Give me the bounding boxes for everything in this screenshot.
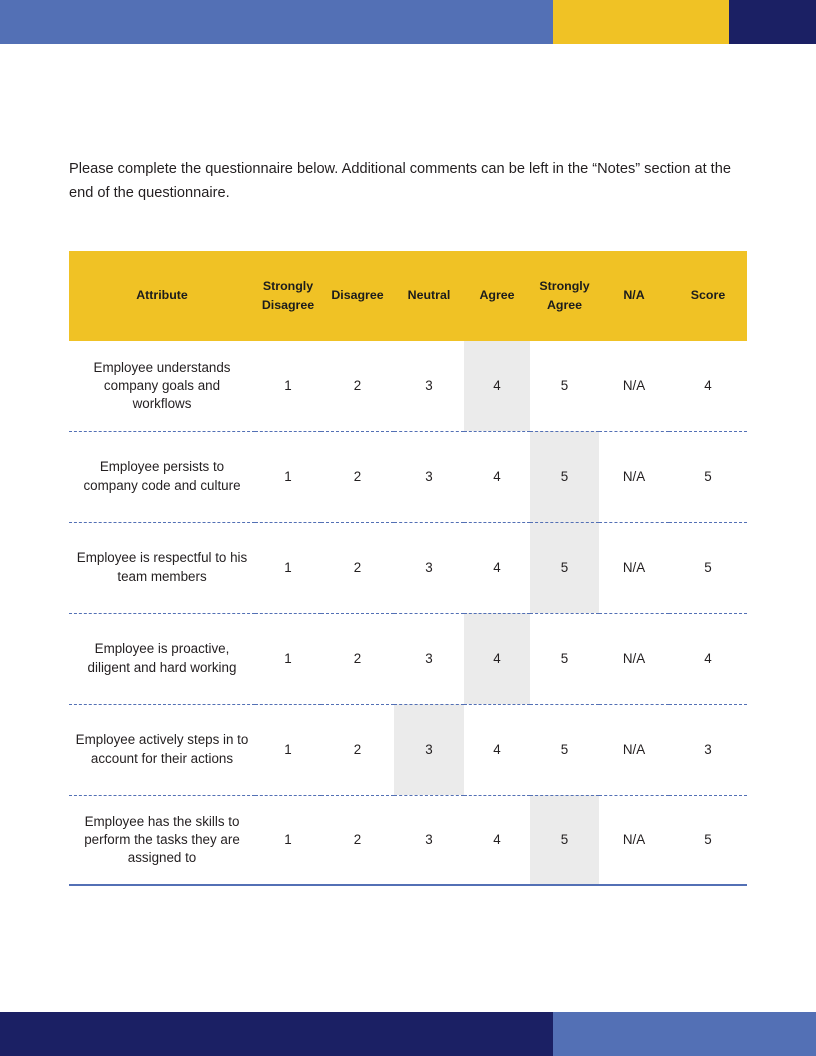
rating-cell-strongly-agree-selected[interactable]: 5 bbox=[530, 431, 599, 522]
table-body bbox=[69, 341, 747, 885]
questionnaire-table-container bbox=[69, 251, 747, 886]
rating-cell-na[interactable]: N/A bbox=[599, 613, 669, 704]
rating-cell-na[interactable]: N/A bbox=[599, 431, 669, 522]
rating-cell-strongly-agree[interactable]: 5 bbox=[530, 704, 599, 795]
rating-cell-neutral[interactable]: 3 bbox=[394, 431, 464, 522]
table-row bbox=[69, 613, 747, 704]
rating-cell-na[interactable]: N/A bbox=[599, 522, 669, 613]
rating-cell-na[interactable]: N/A bbox=[599, 704, 669, 795]
rating-cell-strongly-disagree[interactable]: 1 bbox=[255, 431, 321, 522]
rating-cell-strongly-disagree[interactable]: 1 bbox=[255, 341, 321, 431]
column-header-strongly-disagree: Strongly Disagree bbox=[255, 251, 321, 341]
score-cell: 5 bbox=[669, 431, 747, 522]
bottom-bar-segment-navy bbox=[0, 1012, 553, 1056]
rating-cell-strongly-disagree[interactable]: 1 bbox=[255, 704, 321, 795]
table-row bbox=[69, 704, 747, 795]
rating-cell-disagree[interactable]: 2 bbox=[321, 522, 394, 613]
rating-cell-strongly-agree-selected[interactable]: 5 bbox=[530, 795, 599, 885]
rating-cell-strongly-disagree[interactable]: 1 bbox=[255, 795, 321, 885]
attribute-cell: Employee actively steps in to account for their actions bbox=[69, 704, 255, 795]
rating-cell-neutral[interactable]: 3 bbox=[394, 613, 464, 704]
rating-cell-strongly-agree-selected[interactable]: 5 bbox=[530, 522, 599, 613]
rating-cell-agree[interactable]: 4 bbox=[464, 704, 530, 795]
rating-cell-agree[interactable]: 4 bbox=[464, 522, 530, 613]
rating-cell-na[interactable]: N/A bbox=[599, 341, 669, 431]
score-cell: 4 bbox=[669, 613, 747, 704]
rating-cell-neutral[interactable]: 3 bbox=[394, 522, 464, 613]
top-bar-segment-yellow bbox=[553, 0, 729, 44]
rating-cell-strongly-disagree[interactable]: 1 bbox=[255, 522, 321, 613]
table-row bbox=[69, 795, 747, 885]
rating-cell-strongly-agree[interactable]: 5 bbox=[530, 341, 599, 431]
rating-cell-agree-selected[interactable]: 4 bbox=[464, 613, 530, 704]
rating-cell-na[interactable]: N/A bbox=[599, 795, 669, 885]
attribute-cell: Employee persists to company code and culture bbox=[69, 431, 255, 522]
attribute-cell: Employee is respectful to his team members bbox=[69, 522, 255, 613]
column-header-na: N/A bbox=[599, 251, 669, 341]
bottom-bar-segment-blue bbox=[553, 1012, 816, 1056]
attribute-cell: Employee understands company goals and workflows bbox=[69, 341, 255, 431]
intro-paragraph: Please complete the questionnaire below. Additional comments can be left in the “Notes” section at the end of the questionnaire. bbox=[69, 160, 731, 201]
rating-cell-strongly-agree[interactable]: 5 bbox=[530, 613, 599, 704]
table-row bbox=[69, 522, 747, 613]
rating-cell-disagree[interactable]: 2 bbox=[321, 341, 394, 431]
rating-cell-disagree[interactable]: 2 bbox=[321, 795, 394, 885]
score-cell: 3 bbox=[669, 704, 747, 795]
score-cell: 5 bbox=[669, 522, 747, 613]
rating-cell-agree-selected[interactable]: 4 bbox=[464, 341, 530, 431]
column-header-strongly-agree: Strongly Agree bbox=[530, 251, 599, 341]
table-header-row bbox=[69, 251, 747, 341]
column-header-score: Score bbox=[669, 251, 747, 341]
rating-cell-disagree[interactable]: 2 bbox=[321, 704, 394, 795]
column-header-agree: Agree bbox=[464, 251, 530, 341]
rating-cell-disagree[interactable]: 2 bbox=[321, 613, 394, 704]
rating-cell-strongly-disagree[interactable]: 1 bbox=[255, 613, 321, 704]
table-row bbox=[69, 431, 747, 522]
rating-cell-agree[interactable]: 4 bbox=[464, 431, 530, 522]
rating-cell-agree[interactable]: 4 bbox=[464, 795, 530, 885]
top-decoration-bar bbox=[0, 0, 816, 44]
top-bar-segment-navy bbox=[729, 0, 816, 44]
column-header-attribute: Attribute bbox=[69, 251, 255, 341]
attribute-cell: Employee is proactive, diligent and hard working bbox=[69, 613, 255, 704]
rating-cell-neutral-selected[interactable]: 3 bbox=[394, 704, 464, 795]
table-row bbox=[69, 341, 747, 431]
column-header-neutral: Neutral bbox=[394, 251, 464, 341]
score-cell: 4 bbox=[669, 341, 747, 431]
top-bar-segment-blue bbox=[0, 0, 553, 44]
rating-cell-neutral[interactable]: 3 bbox=[394, 795, 464, 885]
attribute-cell: Employee has the skills to perform the tasks they are assigned to bbox=[69, 795, 255, 885]
column-header-disagree: Disagree bbox=[321, 251, 394, 341]
questionnaire-table bbox=[69, 251, 747, 886]
score-cell: 5 bbox=[669, 795, 747, 885]
table-header bbox=[69, 251, 747, 341]
bottom-decoration-bar bbox=[0, 1012, 816, 1056]
rating-cell-neutral[interactable]: 3 bbox=[394, 341, 464, 431]
rating-cell-disagree[interactable]: 2 bbox=[321, 431, 394, 522]
